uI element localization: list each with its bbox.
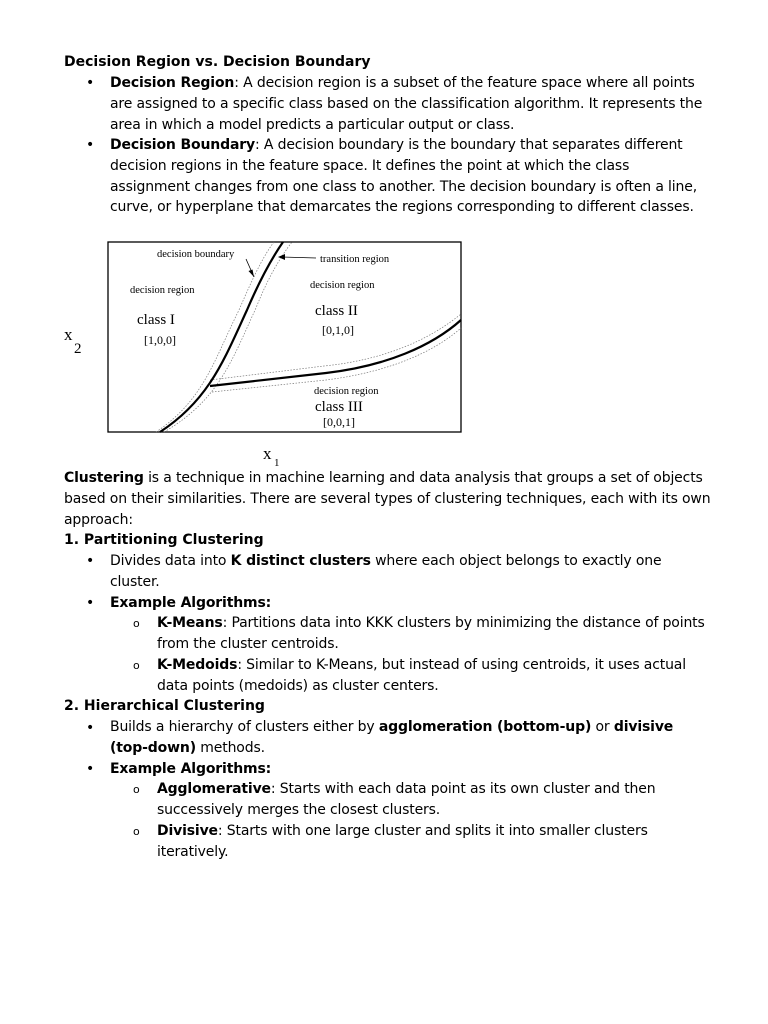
class2-code: [0,1,0]	[322, 323, 354, 337]
bullet-bold: K distinct clusters	[230, 553, 371, 569]
x1-axis-subscript: 1	[274, 457, 280, 469]
transition-region-label: transition region	[320, 254, 390, 265]
bullet-term: Decision Boundary	[110, 137, 255, 153]
x1-axis-label: x	[263, 444, 272, 463]
region2-label: decision region	[310, 280, 375, 291]
sub-bullet-marker: o	[133, 617, 140, 630]
bullet-decision-region	[110, 73, 710, 135]
bullet-example-algorithms: Example Algorithms:	[110, 595, 272, 611]
bullet-marker: •	[86, 75, 95, 91]
class3-code: [0,0,1]	[323, 415, 355, 429]
section-heading-decision: Decision Region vs. Decision Boundary	[64, 54, 371, 70]
region1-label: decision region	[130, 285, 195, 296]
sub-bullet-marker: o	[133, 825, 140, 838]
bullet-marker: •	[86, 761, 95, 777]
algo-text: : Partitions data into KKK clusters by minimizing the distance of points from the cluster centroids.	[157, 615, 705, 652]
bullet-marker: •	[86, 553, 95, 569]
class1-code: [1,0,0]	[144, 333, 176, 347]
decision-region-figure	[64, 240, 474, 472]
bullet-bold: agglomeration (bottom-up)	[378, 719, 592, 735]
algo-text: : Starts with one large cluster and splits it into smaller clusters iteratively.	[157, 823, 648, 860]
decision-boundary-label: decision boundary	[157, 249, 235, 260]
bullet-hierarchical-desc	[110, 717, 710, 759]
bullet-text: where each object belongs to exactly one cluster.	[110, 553, 662, 590]
clustering-term: Clustering	[64, 470, 144, 486]
algo-text: : Similar to K-Means, but instead of using centroids, it uses actual data points (medoids) as cluster centers.	[157, 657, 686, 694]
bullet-text: Builds a hierarchy of clusters either by	[110, 719, 379, 735]
bullet-marker: •	[86, 137, 95, 153]
bullet-marker: •	[86, 720, 95, 736]
bullet-text: Divides data into	[110, 553, 231, 569]
sub-bullet-agglomerative	[157, 779, 717, 821]
clustering-paragraph	[64, 468, 724, 530]
sub-bullet-kmedoids	[157, 655, 717, 697]
region3-label: decision region	[314, 386, 379, 397]
algo-text: : Starts with each data point as its own cluster and then successively merges the closest clusters.	[157, 781, 656, 818]
x2-axis-subscript: 2	[74, 341, 82, 357]
class2-label: class II	[315, 303, 358, 319]
bullet-term: Decision Region	[110, 75, 235, 91]
x2-axis-label: x	[64, 325, 73, 344]
sub-bullet-kmeans	[157, 613, 717, 655]
bullet-text: or	[591, 719, 614, 735]
bullet-bold: divisive (top-down)	[110, 719, 674, 756]
class3-label: class III	[315, 399, 363, 415]
algo-term: Divisive	[157, 823, 218, 839]
bullet-partitioning-desc	[110, 551, 710, 593]
algo-term: Agglomerative	[157, 781, 271, 797]
section-heading-partitioning: 1. Partitioning Clustering	[64, 532, 264, 548]
algo-term: K-Medoids	[157, 657, 238, 673]
bullet-text: : A decision boundary is the boundary that separates different decision regions in the feature space. It defines the point at which the class assignment changes from one class to another. The decision boundary is often a line, curve, or hyperplane that demarcates the regions corresponding to different classes.	[110, 137, 698, 216]
bullet-example-algorithms: Example Algorithms:	[110, 761, 272, 777]
algo-term: K-Means	[157, 615, 223, 631]
bullet-text: : A decision region is a subset of the feature space where all points are assigned to a specific class based on the classification algorithm. It represents the area in which a model predicts a particular output or class.	[110, 75, 703, 133]
bullet-marker: •	[86, 595, 95, 611]
bullet-decision-boundary	[110, 135, 710, 218]
sub-bullet-marker: o	[133, 783, 140, 796]
bullet-text: methods.	[195, 739, 265, 756]
sub-bullet-divisive	[157, 821, 717, 863]
clustering-text: is a technique in machine learning and data analysis that groups a set of objects based on their similarities. There are several types of clustering techniques, each with its own approach:	[64, 470, 711, 528]
section-heading-hierarchical: 2. Hierarchical Clustering	[64, 698, 265, 714]
sub-bullet-marker: o	[133, 659, 140, 672]
class1-label: class I	[137, 312, 175, 328]
